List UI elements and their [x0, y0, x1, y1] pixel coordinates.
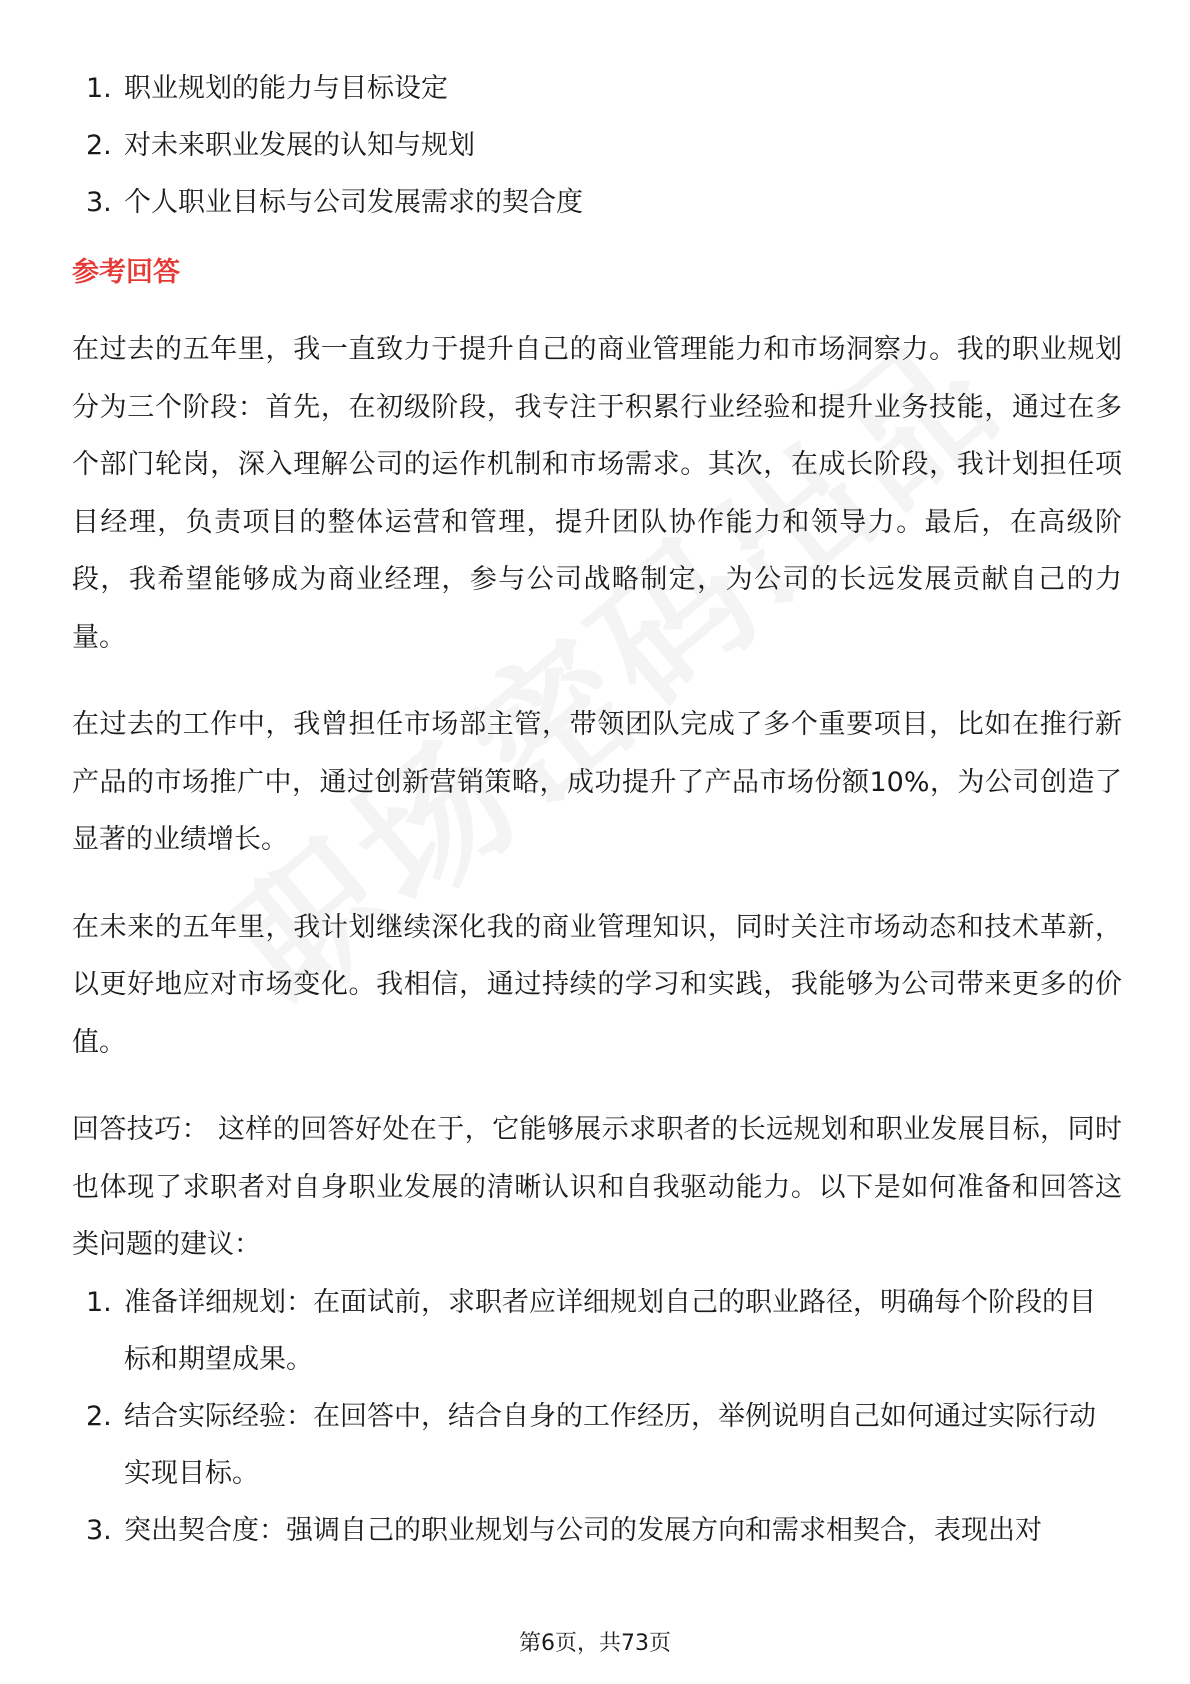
- list-item: [72, 1274, 1122, 1388]
- list-item-text: 职业规划的能力与目标设定: [124, 73, 448, 104]
- list-item-number: 1.: [86, 73, 112, 104]
- list-item: [72, 60, 1122, 117]
- tips-list: [72, 1274, 1122, 1559]
- intro-list: [72, 60, 1122, 231]
- list-item: [72, 117, 1122, 174]
- list-item-number: 1.: [86, 1286, 112, 1318]
- list-item-text: 个人职业目标与公司发展需求的契合度: [124, 187, 583, 218]
- page-content: [72, 60, 1122, 1559]
- list-item-number: 3.: [86, 187, 112, 218]
- list-item-text: 对未来职业发展的认知与规划: [124, 130, 475, 161]
- page-number-footer: 第6页，共73页: [519, 1631, 671, 1656]
- section-title: 参考回答: [72, 257, 180, 288]
- list-item: [72, 1388, 1122, 1502]
- list-item: [72, 1502, 1122, 1559]
- list-item-text: 准备详细规划：在面试前，求职者应详细规划自己的职业路径，明确每个阶段的目标和期望成果。: [124, 1286, 1096, 1375]
- list-item: [72, 174, 1122, 231]
- list-item-number: 2.: [86, 130, 112, 161]
- tips-paragraph: 回答技巧： 这样的回答好处在于，它能够展示求职者的长远规划和职业发展目标，同时也体现了求职者对自身职业发展的清晰认识和自我驱动能力。以下是如何准备和回答这类问题的建议：: [72, 1114, 1122, 1260]
- list-item-text: 突出契合度：强调自己的职业规划与公司的发展方向和需求相契合，表现出对: [124, 1514, 1042, 1546]
- list-item-number: 3.: [86, 1514, 112, 1546]
- answer-paragraph: 在未来的五年里，我计划继续深化我的商业管理知识，同时关注市场动态和技术革新，以更好地应对市场变化。我相信，通过持续的学习和实践，我能够为公司带来更多的价值。: [72, 911, 1122, 1058]
- list-item-text: 结合实际经验：在回答中，结合自身的工作经历，举例说明自己如何通过实际行动实现目标。: [124, 1400, 1096, 1489]
- answer-paragraph: 在过去的工作中，我曾担任市场部主管，带领团队完成了多个重要项目，比如在推行新产品的市场推广中，通过创新营销策略，成功提升了产品市场份额10%，为公司创造了显著的业绩增长。: [72, 709, 1122, 855]
- answer-paragraph: 在过去的五年里，我一直致力于提升自己的商业管理能力和市场洞察力。我的职业规划分为三个阶段：首先，在初级阶段，我专注于积累行业经验和提升业务技能，通过在多个部门轮岗，深入理解公司的运作机制和市场需求。其次，在成长阶段，我计划担任项目经理，负责项目的整体运营和管理，提升团队协作能力和领导力。最后，在高级阶段，我希望能够成为商业经理，参与公司战略制定，为公司的长远发展贡献自己的力量。: [72, 334, 1122, 653]
- list-item-number: 2.: [86, 1400, 112, 1432]
